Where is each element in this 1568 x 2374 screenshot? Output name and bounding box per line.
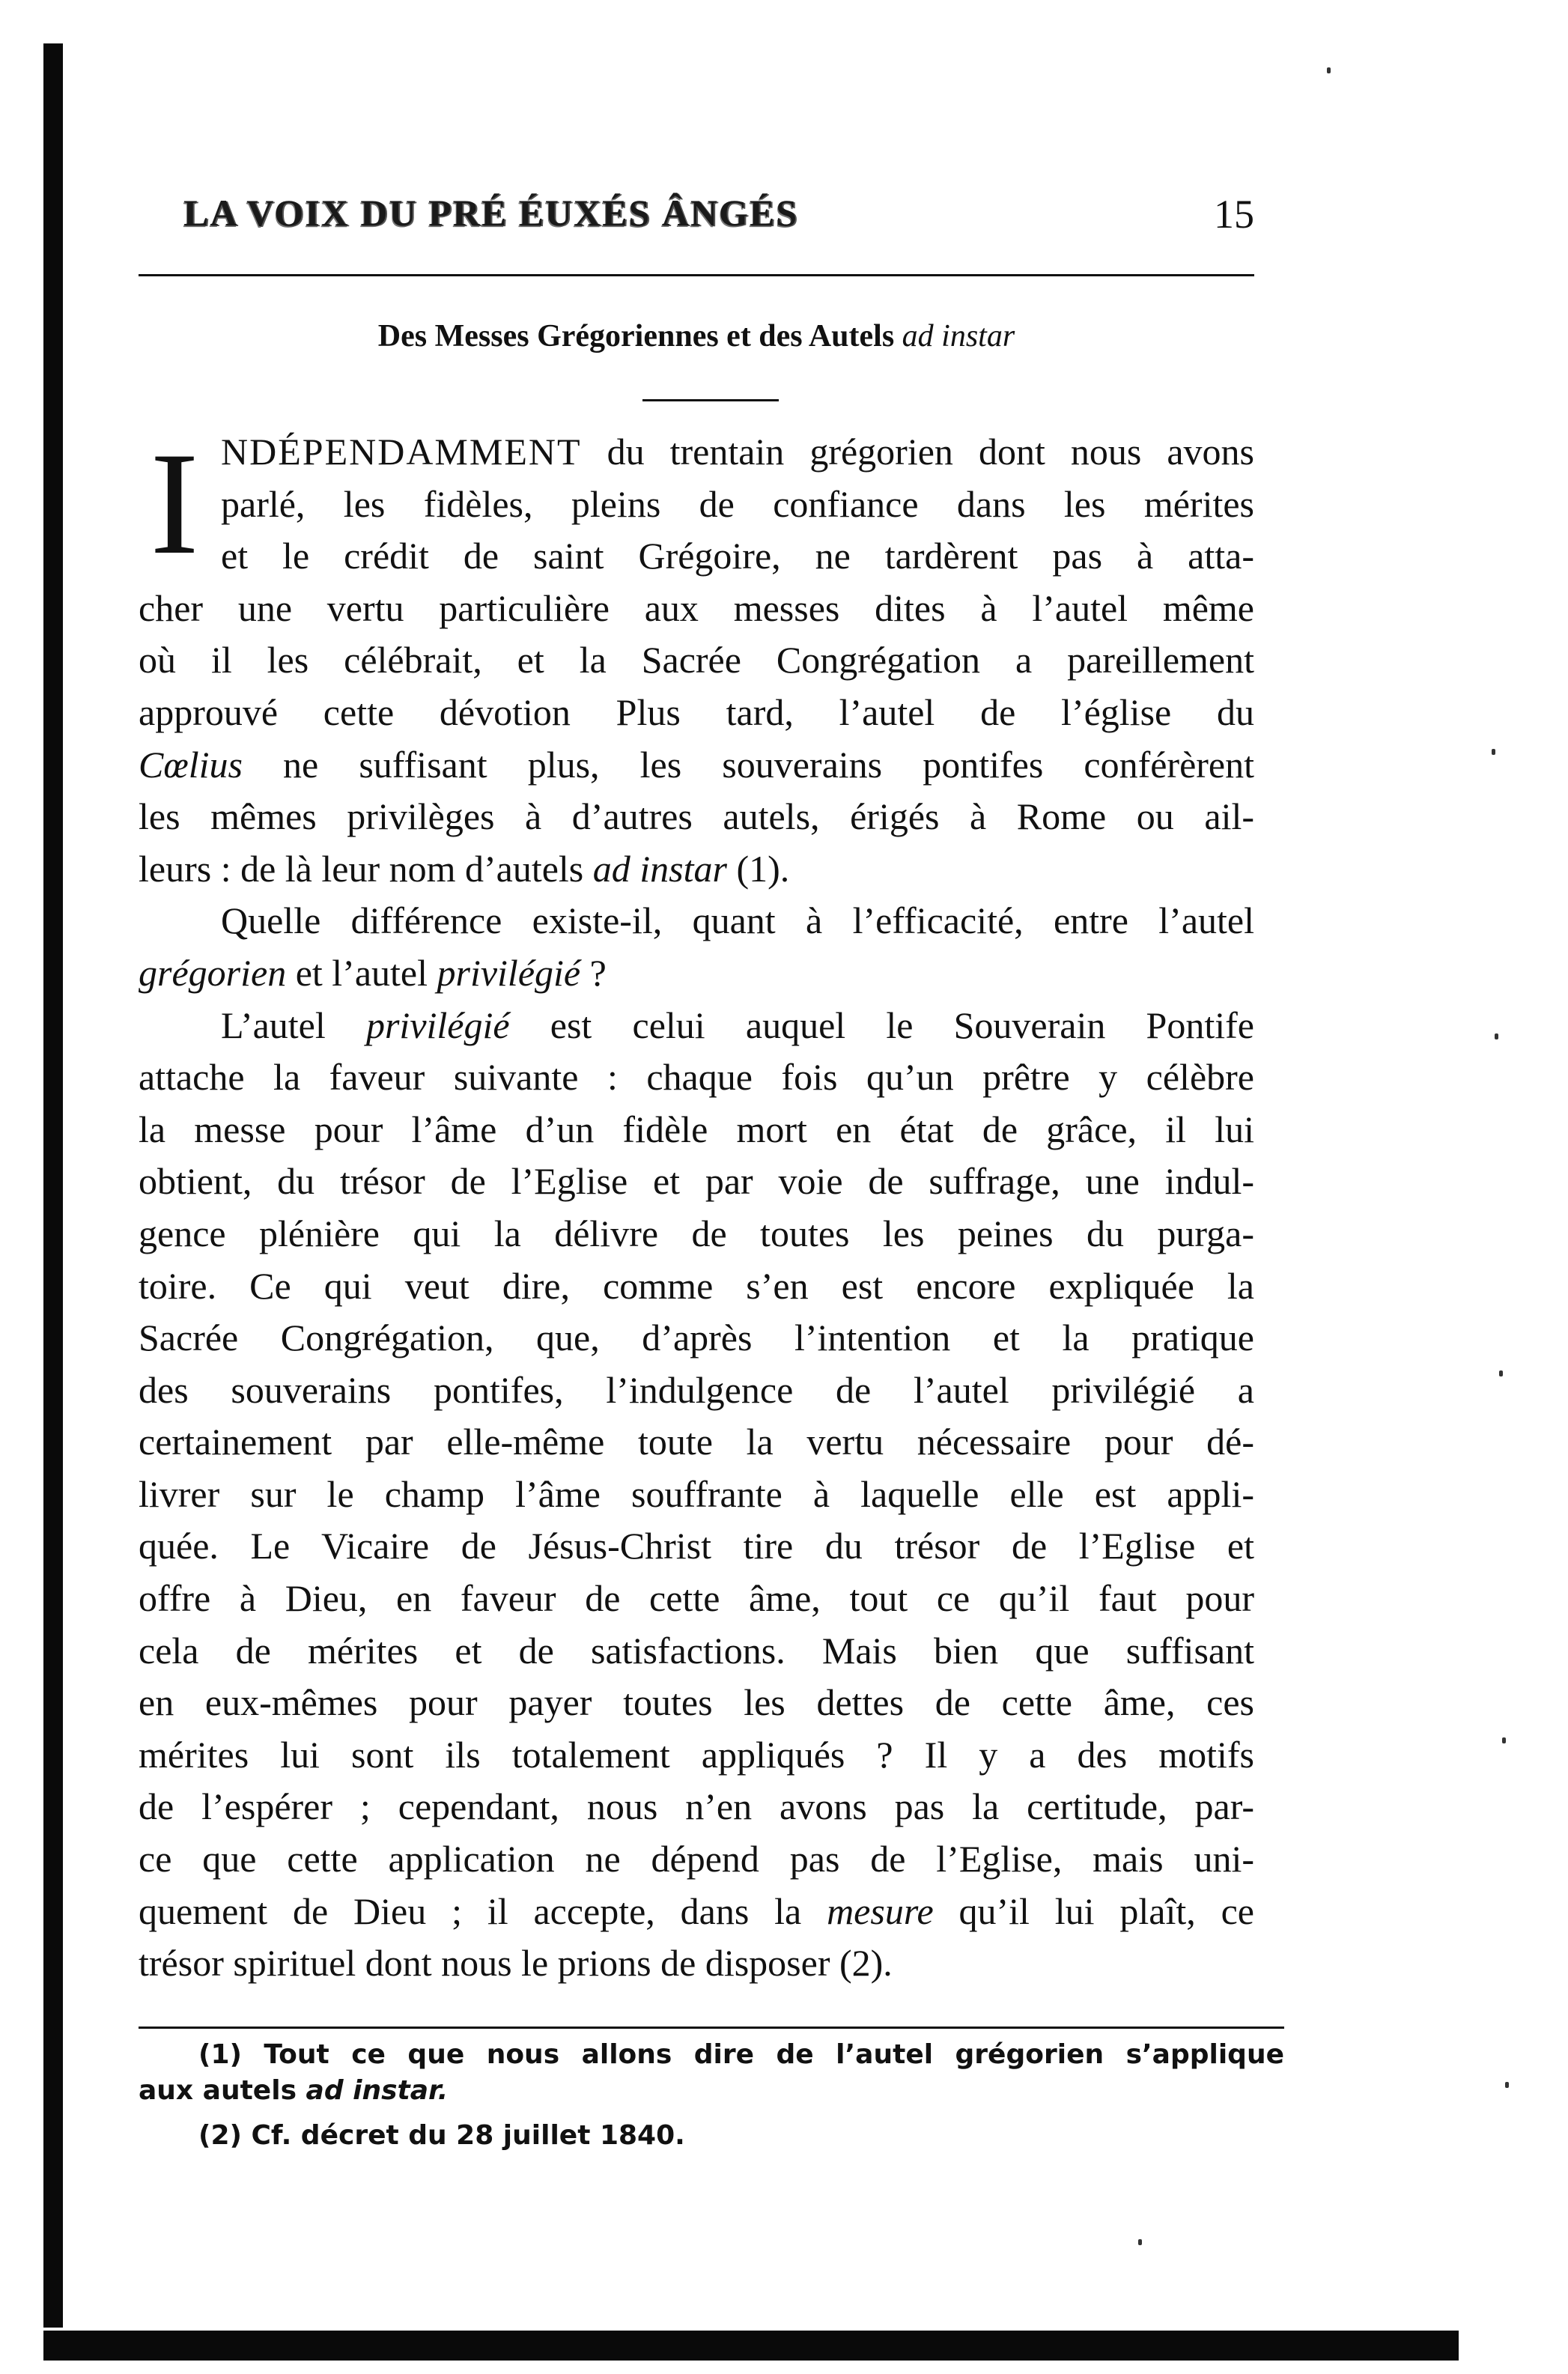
- text-line: [139, 791, 1254, 843]
- section-title: [135, 318, 1258, 354]
- italic-text: grégorien: [139, 951, 287, 994]
- text-line: [139, 739, 1254, 792]
- scan-speck: [1138, 2239, 1142, 2245]
- section-title-text: Des Messes Grégoriennes et des Autels: [377, 319, 895, 353]
- text-segment: mérites lui sont ils totalement appliqués ? Il y a des motifs: [139, 1733, 1254, 1776]
- scan-left-edge: [43, 43, 63, 2328]
- text-segment: du trentain grégorien dont nous avons: [581, 431, 1254, 473]
- text-line: [139, 1677, 1254, 1729]
- text-segment: leurs : de là leur nom d’autels: [139, 847, 593, 890]
- text-segment: toire. Ce qui veut dire, comme s’en est encore expliquée la: [139, 1264, 1254, 1307]
- text-segment: ce que cette application ne dépend pas de l’Eglise, mais uni-: [139, 1838, 1254, 1880]
- text-segment: les mêmes privilèges à d’autres autels, érigés à Rome ou ail-: [139, 795, 1254, 838]
- text-segment: approuvé cette dévotion Plus tard, l’autel de l’église du: [139, 690, 1254, 733]
- footnote-2: (2) Cf. décret du 28 juillet 1840.: [198, 2120, 685, 2151]
- text-segment: cher une vertu particulière aux messes dites à l’autel même: [139, 586, 1254, 629]
- footnote-1-line-1: (1) Tout ce que nous allons dire de l’autel grégorien s’applique: [198, 2039, 1284, 2070]
- text-line: [139, 1573, 1254, 1625]
- italic-text: mesure: [827, 1889, 934, 1932]
- italic-text: privilégié: [437, 951, 581, 994]
- italic-text: ad instar: [592, 847, 727, 890]
- scan-speck: [1327, 67, 1331, 73]
- scan-bottom-edge: [43, 2331, 1459, 2361]
- text-segment: cela de mérites et de satisfactions. Mais bien que suffisant: [139, 1629, 1254, 1672]
- text-line: [139, 530, 1254, 583]
- text-segment: quée. Le Vicaire de Jésus-Christ tire du trésor de l’Eglise et: [139, 1525, 1254, 1567]
- text-segment: quement de Dieu ; il accepte, dans la: [139, 1889, 827, 1932]
- text-line: [139, 947, 1254, 1000]
- text-line: [139, 1729, 1254, 1782]
- text-line: [139, 634, 1254, 687]
- scan-speck: [1502, 1737, 1506, 1743]
- scan-speck: [1492, 749, 1495, 755]
- footnote-1-text: aux autels: [139, 2075, 306, 2106]
- text-segment: de l’espérer ; cependant, nous n’en avons pas la certitude, par-: [139, 1785, 1254, 1828]
- title-rule: [642, 399, 779, 401]
- section-title-italic: ad instar: [902, 319, 1015, 353]
- text-segment: la messe pour l’âme d’un fidèle mort en état de grâce, il lui: [139, 1108, 1254, 1150]
- text-line: [139, 1833, 1254, 1886]
- italic-text: Cœlius: [139, 743, 243, 786]
- text-line: [139, 1260, 1254, 1313]
- text-segment: Sacrée Congrégation, que, d’après l’intention et la pratique: [139, 1317, 1254, 1359]
- smallcaps-text: NDÉPENDAMMENT: [221, 431, 582, 473]
- drop-cap: I: [150, 422, 199, 585]
- text-segment: ne suffisant plus, les souverains pontifes conférèrent: [242, 743, 1254, 786]
- text-line: [139, 1312, 1254, 1364]
- text-segment: et l’autel: [286, 951, 437, 994]
- text-line: [139, 1051, 1254, 1104]
- text-segment: où il les célébrait, et la Sacrée Congrégation a pareillement: [139, 639, 1254, 681]
- text-segment: trésor spirituel dont nous le prions de disposer (2).: [139, 1942, 893, 1985]
- text-line: [139, 479, 1254, 531]
- text-segment: des souverains pontifes, l’indulgence de l’autel privilégié a: [139, 1368, 1254, 1411]
- text-segment: obtient, du trésor de l’Eglise et par voie de suffrage, une indul-: [139, 1160, 1254, 1203]
- text-line: [139, 1937, 1254, 1990]
- running-title: LA VOIX DU PRÉ ÉUXÉS ÂNGÉS: [183, 192, 799, 234]
- scan-speck: [1499, 1370, 1503, 1376]
- text-line: [139, 1416, 1254, 1469]
- page-number: 15: [1214, 192, 1254, 237]
- text-segment: Quelle différence existe-il, quant à l’efficacité, entre l’autel: [221, 899, 1254, 942]
- text-segment: (1).: [726, 847, 790, 890]
- text-segment: L’autel: [221, 1004, 366, 1046]
- text-segment: ?: [580, 951, 607, 994]
- footnotes: [139, 2037, 1284, 2154]
- text-line: [139, 1104, 1254, 1156]
- text-line: [139, 1886, 1254, 1938]
- body-text: [139, 422, 1254, 1990]
- text-line: [139, 1469, 1254, 1521]
- text-line: [139, 1000, 1254, 1052]
- text-segment: livrer sur le champ l’âme souffrante à laquelle elle est appli-: [139, 1472, 1254, 1515]
- text-line: [139, 583, 1254, 635]
- footnote-1-line-2: [139, 2073, 1284, 2109]
- italic-text: privilégié: [365, 1004, 510, 1046]
- text-line: [139, 895, 1254, 947]
- text-segment: offre à Dieu, en faveur de cette âme, tout ce qu’il faut pour: [139, 1577, 1254, 1620]
- footnote-1-italic: ad instar.: [306, 2075, 449, 2106]
- text-segment: attache la faveur suivante : chaque fois qu’un prêtre y célèbre: [139, 1056, 1254, 1099]
- text-segment: parlé, les fidèles, pleins de confiance dans les mérites: [221, 482, 1254, 525]
- text-segment: certainement par elle-même toute la vertu nécessaire pour dé-: [139, 1421, 1254, 1463]
- text-line: [139, 1364, 1254, 1417]
- text-segment: en eux-mêmes pour payer toutes les dettes de cette âme, ces: [139, 1681, 1254, 1724]
- footnote-rule: [139, 2027, 1284, 2029]
- running-head: [183, 191, 1254, 237]
- text-segment: qu’il lui plaît, ce: [933, 1889, 1254, 1932]
- scan-speck: [1495, 1033, 1498, 1039]
- text-line: [139, 1625, 1254, 1678]
- header-rule: [139, 274, 1254, 276]
- text-line: [139, 426, 1254, 479]
- text-line: [139, 843, 1254, 896]
- text-line: [139, 1156, 1254, 1208]
- text-segment: gence plénière qui la délivre de toutes les peines du purga-: [139, 1212, 1254, 1254]
- scan-speck: [1505, 2082, 1509, 2088]
- text-segment: est celui auquel le Souverain Pontife: [509, 1004, 1254, 1046]
- text-line: [139, 687, 1254, 739]
- text-line: [139, 1520, 1254, 1573]
- text-line: [139, 1781, 1254, 1833]
- text-segment: et le crédit de saint Grégoire, ne tardèrent pas à atta-: [221, 535, 1254, 577]
- text-line: [139, 1208, 1254, 1260]
